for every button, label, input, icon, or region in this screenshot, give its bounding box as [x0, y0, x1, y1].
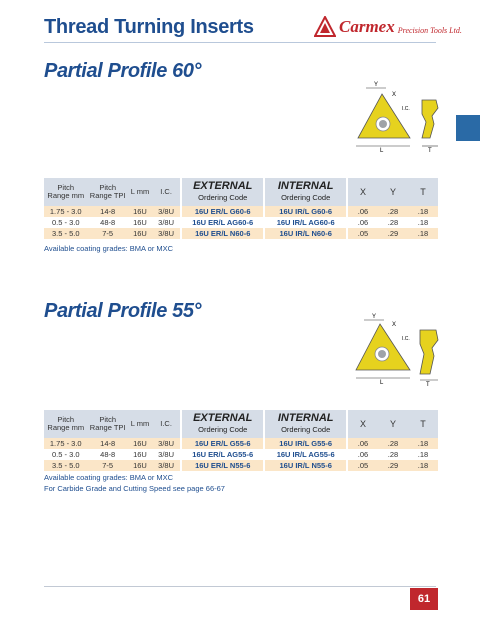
cell-pitch-tpi: 7-5: [88, 460, 128, 471]
coating-note: Available coating grades: BMA or MXC: [44, 244, 174, 253]
col-header-internal: [264, 178, 347, 206]
external-label: EXTERNAL: [193, 412, 253, 424]
col-header-external: [181, 410, 264, 438]
grade-reference-note: For Carbide Grade and Cutting Speed see page 66-67: [44, 484, 225, 493]
brand-logo: [314, 12, 462, 42]
col-header-x: X: [347, 178, 378, 206]
cell-pitch-mm: 1.75 - 3.0: [44, 206, 88, 217]
section-title-55: Partial Profile 55°: [44, 300, 202, 322]
section-title-60: Partial Profile 60°: [44, 60, 202, 82]
cell-external-code: 16U ER/L AG55-6: [181, 449, 264, 460]
diagram-label-l: L: [380, 380, 384, 386]
footer-divider: [44, 586, 436, 587]
insert-diagram-60: [352, 80, 444, 160]
table-row: [44, 438, 438, 449]
cell-external-code: 16U ER/L G55-6: [181, 438, 264, 449]
cell-pitch-tpi: 7-5: [88, 228, 128, 239]
brand-name: Carmex: [339, 17, 395, 36]
internal-label: INTERNAL: [277, 180, 334, 192]
col-header-y: Y: [378, 410, 408, 438]
diagram-label-y: Y: [374, 82, 379, 88]
col-header-ic: I.C.: [152, 410, 181, 438]
diagram-label-ic: I.C.: [402, 336, 410, 342]
table-row: [44, 228, 438, 239]
cell-x: .05: [347, 460, 378, 471]
col-header-x: X: [347, 410, 378, 438]
cell-y: .28: [378, 449, 408, 460]
cell-pitch-tpi: 14-8: [88, 438, 128, 449]
col-header-pitch-mm: Pitch Range mm: [44, 410, 88, 438]
diagram-label-x: X: [392, 92, 397, 98]
col-header-t: T: [408, 410, 438, 438]
cell-internal-code: 16U IR/L N60-6: [264, 228, 347, 239]
internal-sub: Ordering Code: [281, 193, 331, 202]
insert-diagram-55: [352, 312, 444, 392]
cell-t: .18: [408, 206, 438, 217]
cell-internal-code: 16U IR/L AG60-6: [264, 217, 347, 228]
cell-l: 16U: [128, 449, 152, 460]
cell-pitch-tpi: 48-8: [88, 449, 128, 460]
external-sub: Ordering Code: [198, 425, 248, 434]
cell-t: .18: [408, 460, 438, 471]
table-row: [44, 449, 438, 460]
spec-table-60: [44, 178, 438, 239]
table-row: [44, 206, 438, 217]
header-divider: [44, 42, 436, 43]
col-header-ic: I.C.: [152, 178, 181, 206]
cell-x: .06: [347, 217, 378, 228]
cell-pitch-mm: 0.5 - 3.0: [44, 217, 88, 228]
col-header-pitch-tpi: Pitch Range TPI: [88, 178, 128, 206]
cell-ic: 3/8U: [152, 449, 181, 460]
section-side-tab: [456, 115, 480, 141]
internal-sub: Ordering Code: [281, 425, 331, 434]
internal-label: INTERNAL: [277, 412, 334, 424]
cell-external-code: 16U ER/L AG60-6: [181, 217, 264, 228]
cell-pitch-tpi: 48-8: [88, 217, 128, 228]
col-header-y: Y: [378, 178, 408, 206]
coating-note: Available coating grades: BMA or MXC: [44, 473, 174, 482]
cell-internal-code: 16U IR/L N55-6: [264, 460, 347, 471]
cell-internal-code: 16U IR/L G55-6: [264, 438, 347, 449]
cell-l: 16U: [128, 217, 152, 228]
diagram-label-x: X: [392, 322, 397, 328]
cell-pitch-mm: 3.5 - 5.0: [44, 460, 88, 471]
cell-external-code: 16U ER/L G60-6: [181, 206, 264, 217]
external-sub: Ordering Code: [198, 193, 248, 202]
cell-internal-code: 16U IR/L AG55-6: [264, 449, 347, 460]
diagram-label-t: T: [426, 382, 430, 388]
diagram-label-y: Y: [372, 314, 377, 320]
spec-table-55: [44, 410, 438, 471]
cell-x: .05: [347, 228, 378, 239]
cell-l: 16U: [128, 228, 152, 239]
page-number: 61: [410, 588, 438, 610]
cell-ic: 3/8U: [152, 217, 181, 228]
col-header-internal: [264, 410, 347, 438]
cell-y: .28: [378, 438, 408, 449]
cell-t: .18: [408, 217, 438, 228]
cell-l: 16U: [128, 206, 152, 217]
diagram-label-ic: I.C.: [402, 106, 410, 112]
cell-y: .29: [378, 228, 408, 239]
diagram-label-l: L: [380, 148, 384, 154]
cell-t: .18: [408, 438, 438, 449]
cell-y: .28: [378, 206, 408, 217]
diagram-label-t: T: [428, 148, 432, 154]
table-row: [44, 460, 438, 471]
cell-x: .06: [347, 206, 378, 217]
cell-pitch-tpi: 14-8: [88, 206, 128, 217]
cell-pitch-mm: 0.5 - 3.0: [44, 449, 88, 460]
cell-ic: 3/8U: [152, 206, 181, 217]
col-header-pitch-mm: Pitch Range mm: [44, 178, 88, 206]
cell-external-code: 16U ER/L N60-6: [181, 228, 264, 239]
table-row: [44, 217, 438, 228]
cell-y: .29: [378, 460, 408, 471]
cell-internal-code: 16U IR/L G60-6: [264, 206, 347, 217]
cell-t: .18: [408, 449, 438, 460]
cell-y: .28: [378, 217, 408, 228]
cell-l: 16U: [128, 438, 152, 449]
cell-ic: 3/8U: [152, 460, 181, 471]
cell-external-code: 16U ER/L N55-6: [181, 460, 264, 471]
brand-subtitle: Precision Tools Ltd.: [397, 25, 462, 35]
cell-pitch-mm: 3.5 - 5.0: [44, 228, 88, 239]
col-header-pitch-tpi: Pitch Range TPI: [88, 410, 128, 438]
cell-l: 16U: [128, 460, 152, 471]
cell-pitch-mm: 1.75 - 3.0: [44, 438, 88, 449]
cell-x: .06: [347, 449, 378, 460]
external-label: EXTERNAL: [193, 180, 253, 192]
col-header-l: L mm: [128, 178, 152, 206]
cell-ic: 3/8U: [152, 228, 181, 239]
carmex-logo-icon: [314, 16, 336, 38]
col-header-l: L mm: [128, 410, 152, 438]
page-header-title: Thread Turning Inserts: [44, 16, 254, 38]
cell-t: .18: [408, 228, 438, 239]
col-header-external: [181, 178, 264, 206]
cell-x: .06: [347, 438, 378, 449]
col-header-t: T: [408, 178, 438, 206]
cell-ic: 3/8U: [152, 438, 181, 449]
